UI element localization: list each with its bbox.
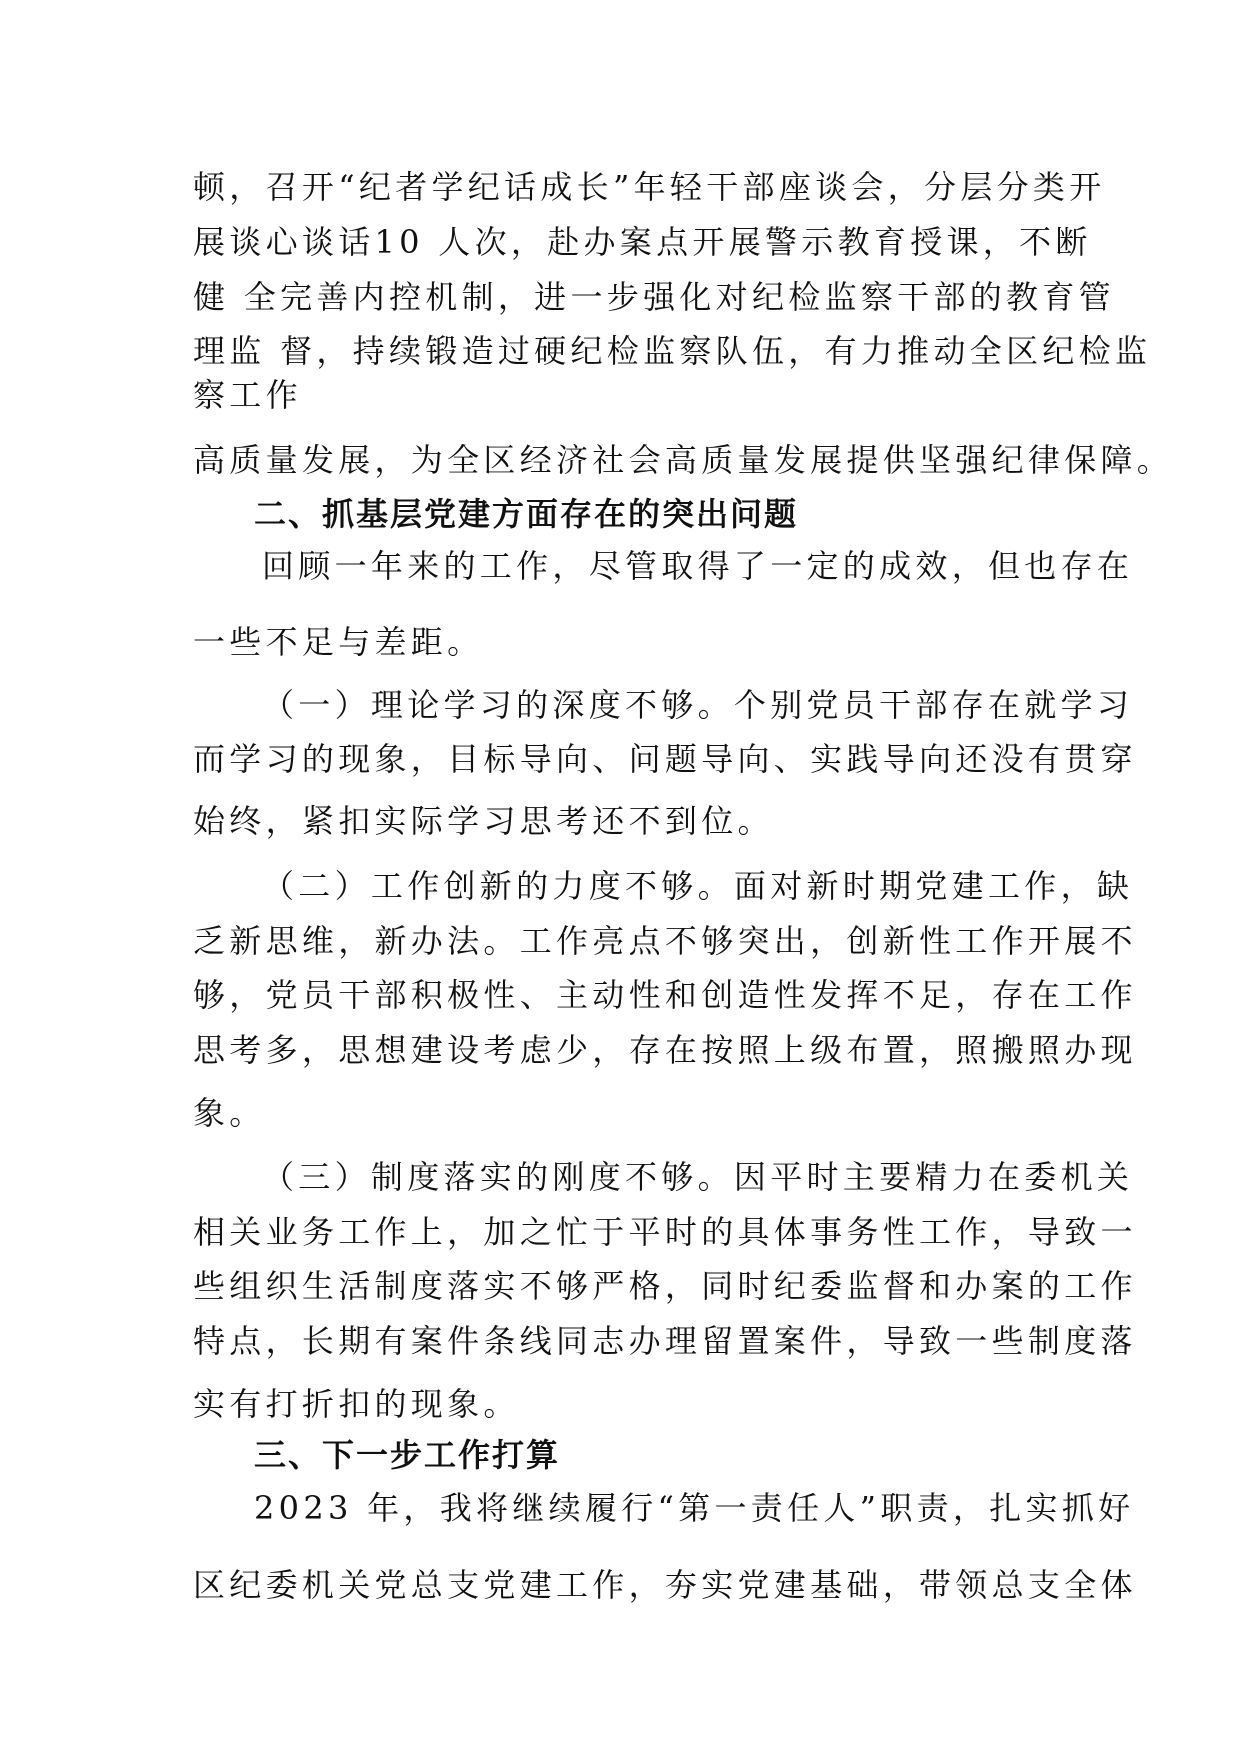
text-line: 乏新思维，新办法。工作亮点不够突出，创新性工作开展不 — [193, 922, 1137, 960]
text-line: 特点，长期有案件条线同志办理留置案件，导致一些制度落 — [193, 1322, 1137, 1360]
text-line: 理监 督，持续锻造过硬纪检监察队伍，有力推动全区纪检监 — [193, 332, 1152, 370]
text-line: 察工作 — [193, 376, 302, 414]
text-line: 高质量发展，为全区经济社会高质量发展提供坚强纪律保障。 — [193, 441, 1174, 479]
text-line: 象。 — [193, 1094, 266, 1132]
text-line: （二）工作创新的力度不够。面对新时期党建工作，缺 — [262, 867, 1134, 905]
text-line: 回顾一年来的工作，尽管取得了一定的成效，但也存在 — [262, 547, 1134, 585]
text-line: 够，党员干部积极性、主动性和创造性发挥不足，存在工作 — [193, 976, 1137, 1014]
text-line: 思考多，思想建设考虑少，存在按照上级布置，照搬照办现 — [193, 1031, 1137, 1069]
text-line: 而学习的现象，目标导向、问题导向、实践导向还没有贯穿 — [193, 740, 1137, 778]
section-heading: 三、下一步工作打算 — [254, 1436, 561, 1474]
section-heading: 二、抓基层党建方面存在的突出问题 — [254, 495, 799, 533]
text-line: 始终，紧扣实际学习思考还不到位。 — [193, 802, 774, 840]
text-line: 些组织生活制度落实不够严格，同时纪委监督和办案的工作 — [193, 1267, 1137, 1305]
text-line: 实有打折扣的现象。 — [193, 1385, 520, 1423]
text-line: 2023 年，我将继续履行“第一责任人”职责，扎实抓好 — [254, 1489, 1135, 1527]
text-line: 一些不足与差距。 — [193, 623, 484, 661]
text-line: （三）制度落实的刚度不够。因平时主要精力在委机关 — [262, 1158, 1134, 1196]
text-line: 区纪委机关党总支党建工作，夯实党建基础，带领总支全体 — [193, 1566, 1137, 1604]
text-line: 展谈心谈话10 人次，赴办案点开展警示教育授课，不断 — [193, 223, 1092, 261]
text-line: 相关业务工作上，加之忙于平时的具体事务性工作，导致一 — [193, 1213, 1137, 1251]
text-line: （一）理论学习的深度不够。个别党员干部存在就学习 — [262, 686, 1134, 724]
text-line: 健 全完善内控机制，进一步强化对纪检监察干部的教育管 — [193, 278, 1115, 316]
text-line: 顿，召开“纪者学纪话成长”年轻干部座谈会，分层分类开 — [193, 168, 1106, 206]
